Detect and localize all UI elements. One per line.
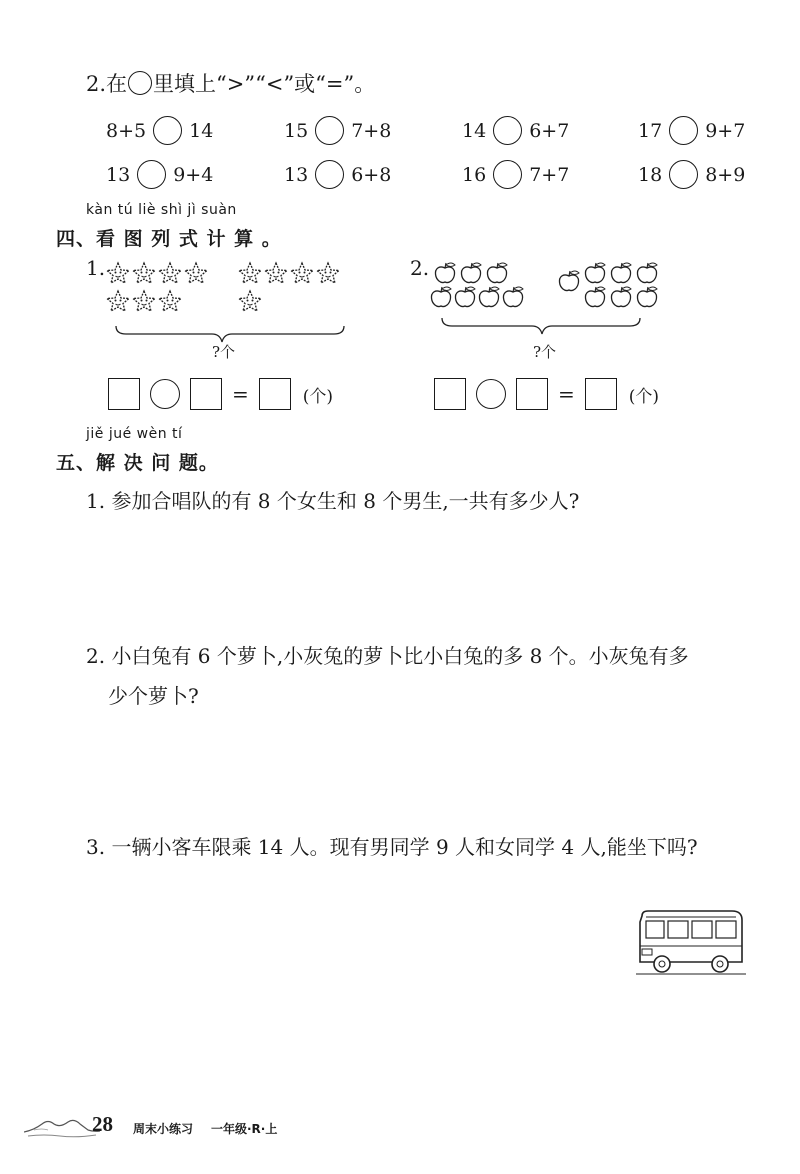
brace-icon	[116, 326, 344, 342]
apple-icon	[637, 287, 657, 307]
picture-problem-1-number: 1.	[86, 256, 106, 280]
apple-icon	[487, 263, 507, 283]
apple-icon	[503, 287, 523, 307]
star-character-icon	[239, 291, 261, 311]
book-title: 周末小练习	[133, 1122, 194, 1136]
comparison-right: 9+4	[173, 163, 214, 186]
apple-icon	[611, 263, 631, 283]
comparison-item	[284, 160, 391, 189]
bus-icon	[634, 908, 748, 978]
comparison-right: 6+7	[529, 119, 570, 142]
apple-icon	[431, 287, 451, 307]
q2-title	[86, 68, 375, 98]
star-character-icon	[239, 263, 261, 283]
star-character-icon	[317, 263, 339, 283]
q2-prefix: 在	[106, 72, 128, 96]
apple-icon	[461, 263, 481, 283]
word-problem-3: 3. 一辆小客车限乘 14 人。现有男同学 9 人和女同学 4 人,能坐下吗?	[86, 835, 698, 859]
apple-icon	[611, 287, 631, 307]
word-problem-2: 2. 小白兔有 6 个萝卜,小灰兔的萝卜比小白兔的多 8 个。小灰兔有多	[86, 644, 689, 668]
star-character-icon	[291, 263, 313, 283]
comparison-item	[638, 160, 745, 189]
equals-sign: =	[232, 382, 249, 406]
comparison-item	[284, 116, 391, 145]
brace-icon	[442, 318, 640, 334]
comparison-circle[interactable]	[493, 160, 522, 189]
comparison-item	[462, 160, 569, 189]
answer-box[interactable]	[259, 378, 291, 410]
word-problem-1: 1. 参加合唱队的有 8 个女生和 8 个男生,一共有多少人?	[86, 489, 580, 513]
comparison-left: 13	[284, 163, 309, 186]
section5-pinyin: jiě jué wèn tí	[86, 426, 183, 442]
apple-icon	[637, 263, 657, 283]
apple-icon	[479, 287, 499, 307]
comparison-left: 18	[638, 163, 663, 186]
star-character-icon	[133, 291, 155, 311]
star-character-icon	[265, 263, 287, 283]
comparison-circle[interactable]	[137, 160, 166, 189]
comparison-right: 7+7	[529, 163, 570, 186]
unit-label: (个)	[302, 386, 334, 407]
answer-box[interactable]	[190, 378, 222, 410]
circle-placeholder-icon	[128, 71, 152, 95]
answer-box[interactable]	[108, 378, 140, 410]
comparison-item	[638, 116, 745, 145]
mountain-decoration-icon	[24, 1110, 100, 1140]
star-character-icon	[159, 291, 181, 311]
comparison-left: 16	[462, 163, 487, 186]
comparison-right: 8+9	[705, 163, 746, 186]
comparison-left: 17	[638, 119, 663, 142]
comparison-right: 6+8	[351, 163, 392, 186]
page-number: 28	[92, 1112, 113, 1136]
answer-box[interactable]	[585, 378, 617, 410]
star-character-icon	[107, 263, 129, 283]
section5-title: 五、解 决 问 题。	[56, 452, 219, 474]
apple-icon	[559, 271, 579, 291]
comparison-right: 7+8	[351, 119, 392, 142]
comparison-circle[interactable]	[669, 116, 698, 145]
section4-pinyin: kàn tú liè shì jì suàn	[86, 202, 237, 218]
comparison-item	[106, 116, 213, 145]
apple-icon	[435, 263, 455, 283]
unit-label: (个)	[628, 386, 660, 407]
comparison-left: 8+5	[106, 119, 147, 142]
equals-sign: =	[558, 382, 575, 406]
picture-problem-1-equation	[108, 378, 333, 410]
word-problem-2-cont: 少个萝卜?	[108, 684, 199, 708]
picture-problem-2-equation	[434, 378, 659, 410]
star-character-icon	[159, 263, 181, 283]
comparison-left: 14	[462, 119, 487, 142]
comparison-circle[interactable]	[315, 160, 344, 189]
comparison-right: 14	[189, 119, 214, 142]
comparison-item	[462, 116, 569, 145]
operator-circle[interactable]	[476, 379, 506, 409]
apple-icon	[585, 263, 605, 283]
answer-box[interactable]	[516, 378, 548, 410]
comparison-item	[106, 160, 213, 189]
operator-circle[interactable]	[150, 379, 180, 409]
star-character-icon	[133, 263, 155, 283]
apple-icon	[585, 287, 605, 307]
q2-suffix: 里填上“>”“<”或“=”。	[153, 72, 376, 96]
picture-problem-1-total: ?个	[212, 343, 236, 361]
comparison-circle[interactable]	[493, 116, 522, 145]
comparison-left: 13	[106, 163, 131, 186]
section4-title: 四、看 图 列 式 计 算 。	[56, 228, 282, 250]
apple-icon	[455, 287, 475, 307]
grade-label: 一年级·R·上	[211, 1122, 278, 1136]
comparison-circle[interactable]	[669, 160, 698, 189]
answer-box[interactable]	[434, 378, 466, 410]
star-character-icon	[185, 263, 207, 283]
comparison-circle[interactable]	[315, 116, 344, 145]
q2-number: 2.	[86, 72, 107, 96]
comparison-circle[interactable]	[153, 116, 182, 145]
star-character-icon	[107, 291, 129, 311]
comparison-left: 15	[284, 119, 309, 142]
picture-problem-2-total: ?个	[533, 343, 557, 361]
comparison-right: 9+7	[705, 119, 746, 142]
picture-problem-2-number: 2.	[410, 256, 430, 280]
